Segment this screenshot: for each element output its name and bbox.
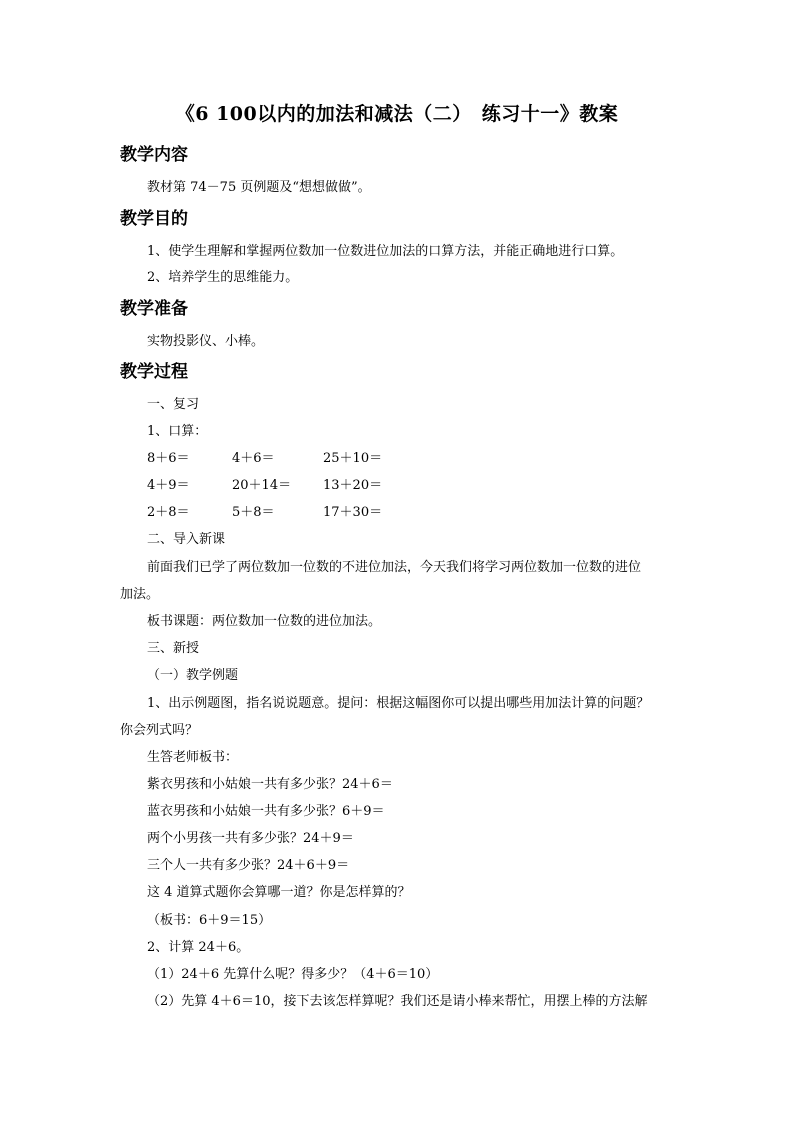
- oral-calc-label: 1、口算：: [147, 424, 208, 439]
- new-lesson-heading: 三、新授: [147, 641, 200, 656]
- question-2: 蓝衣男孩和小姑娘一共有多少张？6＋9＝: [147, 804, 385, 819]
- calc-item: 25＋10＝: [323, 451, 383, 466]
- content-text: 教材第 74－75 页例题及“想想做做”。: [147, 180, 371, 195]
- step1-line-1: 1、出示例题图，指名说说题意。提问：根据这幅图你可以提出哪些用加法计算的问题？: [147, 696, 650, 711]
- prep-text: 实物投影仪、小棒。: [147, 334, 265, 349]
- example-heading: （一）教学例题: [147, 668, 239, 683]
- heading-teaching-process: 教学过程: [120, 362, 188, 382]
- goal-2: 2、培养学生的思维能力。: [147, 270, 299, 285]
- calc-item: 13＋20＝: [323, 478, 383, 493]
- step1-line-2: 你会列式吗？: [120, 723, 199, 738]
- calc-item: 4＋6＝: [232, 451, 275, 466]
- calc-item: 8＋6＝: [147, 451, 190, 466]
- document-title: 《6 100以内的加法和减法（二） 练习十一》教案: [175, 103, 619, 125]
- heading-teaching-content: 教学内容: [120, 145, 188, 165]
- step2-heading: 2、计算 24＋6。: [147, 940, 250, 955]
- goal-1: 1、使学生理解和掌握两位数加一位数进位加法的口算方法，并能正确地进行口算。: [147, 244, 624, 259]
- answer-label: 生答老师板书：: [147, 750, 239, 765]
- calc-item: 5＋8＝: [232, 505, 275, 520]
- question-5: 这 4 道算式题你会算哪一道？你是怎样算的？: [147, 885, 411, 900]
- heading-teaching-goals: 教学目的: [120, 209, 188, 229]
- intro-text-line-1: 前面我们已学了两位数加一位数的不进位加法，今天我们将学习两位数加一位数的进位: [147, 560, 642, 575]
- step2-part-2: （2）先算 4＋6＝10，接下去该怎样算呢？我们还是请小棒来帮忙，用摆上棒的方法解: [147, 994, 648, 1009]
- question-4: 三个人一共有多少张？24＋6＋9＝: [147, 858, 350, 873]
- calc-item: 2＋8＝: [147, 505, 190, 520]
- review-heading: 一、复习: [147, 397, 200, 412]
- calc-item: 17＋30＝: [323, 505, 383, 520]
- question-3: 两个小男孩一共有多少张？24＋9＝: [147, 831, 354, 846]
- board-note: （板书：6＋9＝15）: [147, 913, 272, 928]
- question-1: 紫衣男孩和小姑娘一共有多少张？24＋6＝: [147, 777, 393, 792]
- heading-teaching-prep: 教学准备: [120, 299, 188, 319]
- calc-item: 20＋14＝: [232, 478, 292, 493]
- intro-heading: 二、导入新课: [147, 532, 226, 547]
- intro-text-line-2: 加法。: [120, 587, 160, 602]
- step2-part-1: （1）24＋6 先算什么呢？得多少？（4＋6＝10）: [147, 967, 439, 982]
- calc-item: 4＋9＝: [147, 478, 190, 493]
- board-title: 板书课题：两位数加一位数的进位加法。: [147, 614, 382, 629]
